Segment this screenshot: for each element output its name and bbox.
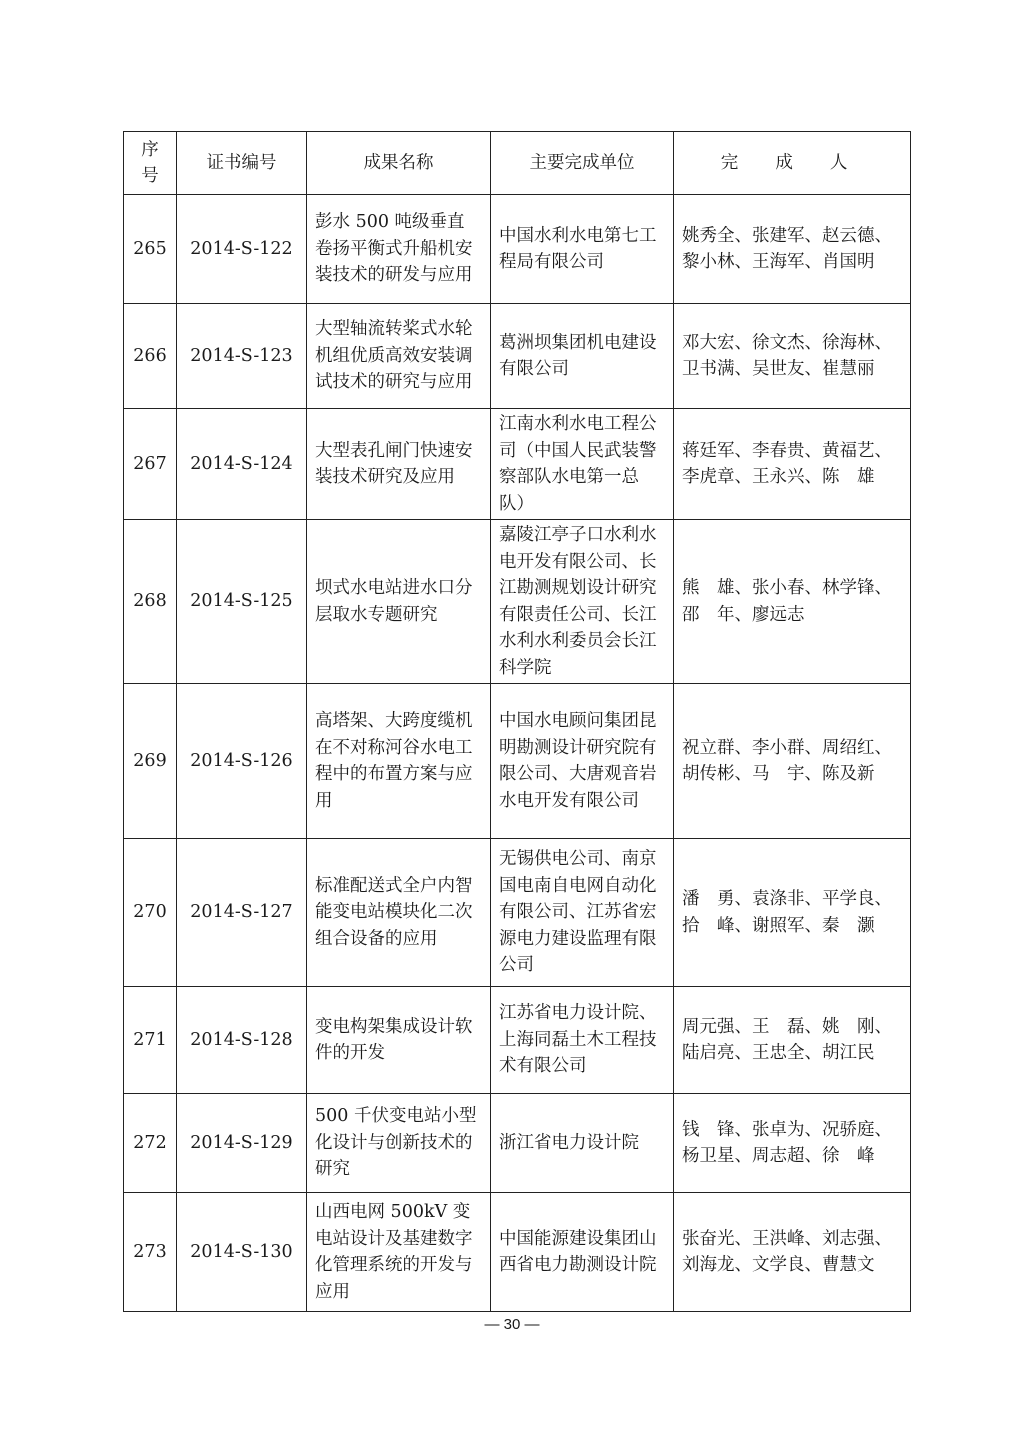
cell-seq: 269 <box>124 684 177 839</box>
cell-people: 邓大宏、徐文杰、徐海林、卫书满、吴世友、崔慧丽 <box>674 304 911 409</box>
cell-seq: 272 <box>124 1094 177 1193</box>
cell-unit: 中国水电顾问集团昆明勘测设计研究院有限公司、大唐观音岩水电开发有限公司 <box>491 684 674 839</box>
cell-seq: 270 <box>124 839 177 987</box>
table-row <box>124 304 911 409</box>
cell-unit: 浙江省电力设计院 <box>491 1094 674 1193</box>
header-row <box>124 132 911 195</box>
table-row <box>124 409 911 520</box>
cell-seq: 268 <box>124 520 177 684</box>
cell-cert: 2014-S-125 <box>177 520 307 684</box>
cell-people: 姚秀全、张建军、赵云德、黎小林、王海军、肖国明 <box>674 195 911 304</box>
cell-unit: 中国水利水电第七工程局有限公司 <box>491 195 674 304</box>
cell-name: 大型表孔闸门快速安装技术研究及应用 <box>307 409 491 520</box>
header-unit: 主要完成单位 <box>491 132 674 195</box>
table-row <box>124 195 911 304</box>
cell-name: 山西电网 500kV 变电站设计及基建数字化管理系统的开发与应用 <box>307 1193 491 1312</box>
header-name: 成果名称 <box>307 132 491 195</box>
cell-people: 熊 雄、张小春、林学锋、邵 年、廖远志 <box>674 520 911 684</box>
cell-seq: 271 <box>124 987 177 1094</box>
awards-table <box>123 131 911 1312</box>
cell-seq: 266 <box>124 304 177 409</box>
table-row <box>124 987 911 1094</box>
header-cert: 证书编号 <box>177 132 307 195</box>
cell-people: 祝立群、李小群、周绍红、胡传彬、马 宇、陈及新 <box>674 684 911 839</box>
cell-unit: 中国能源建设集团山西省电力勘测设计院 <box>491 1193 674 1312</box>
cell-people: 钱 锋、张卓为、况骄庭、杨卫星、周志超、徐 峰 <box>674 1094 911 1193</box>
cell-people: 潘 勇、袁涤非、平学良、拾 峰、谢照军、秦 灏 <box>674 839 911 987</box>
cell-cert: 2014-S-122 <box>177 195 307 304</box>
page-number: — 30 — <box>484 1316 540 1333</box>
table-row <box>124 1094 911 1193</box>
table-row <box>124 1193 911 1312</box>
cell-seq: 265 <box>124 195 177 304</box>
cell-name: 高塔架、大跨度缆机在不对称河谷水电工程中的布置方案与应用 <box>307 684 491 839</box>
cell-name: 变电构架集成设计软件的开发 <box>307 987 491 1094</box>
cell-cert: 2014-S-128 <box>177 987 307 1094</box>
cell-name: 大型轴流转桨式水轮机组优质高效安装调试技术的研究与应用 <box>307 304 491 409</box>
cell-people: 周元强、王 磊、姚 刚、陆启亮、王忠全、胡江民 <box>674 987 911 1094</box>
cell-seq: 273 <box>124 1193 177 1312</box>
cell-name: 标准配送式全户内智能变电站模块化二次组合设备的应用 <box>307 839 491 987</box>
header-people: 完 成 人 <box>674 132 911 195</box>
table-row <box>124 684 911 839</box>
cell-cert: 2014-S-127 <box>177 839 307 987</box>
cell-people: 蒋廷军、李春贵、黄福艺、李虎章、王永兴、陈 雄 <box>674 409 911 520</box>
cell-seq: 267 <box>124 409 177 520</box>
table-row <box>124 839 911 987</box>
cell-cert: 2014-S-126 <box>177 684 307 839</box>
cell-cert: 2014-S-124 <box>177 409 307 520</box>
cell-unit: 江南水利水电工程公司（中国人民武装警察部队水电第一总队） <box>491 409 674 520</box>
table-body <box>124 132 911 1312</box>
cell-people: 张奋光、王洪峰、刘志强、刘海龙、文学良、曹慧文 <box>674 1193 911 1312</box>
cell-cert: 2014-S-123 <box>177 304 307 409</box>
table-row <box>124 520 911 684</box>
cell-name: 500 千伏变电站小型化设计与创新技术的研究 <box>307 1094 491 1193</box>
cell-name: 彭水 500 吨级垂直卷扬平衡式升船机安装技术的研发与应用 <box>307 195 491 304</box>
cell-unit: 嘉陵江亭子口水利水电开发有限公司、长江勘测规划设计研究有限责任公司、长江水利水利委员会长江科学院 <box>491 520 674 684</box>
cell-unit: 无锡供电公司、南京国电南自电网自动化有限公司、江苏省宏源电力建设监理有限公司 <box>491 839 674 987</box>
cell-cert: 2014-S-129 <box>177 1094 307 1193</box>
cell-cert: 2014-S-130 <box>177 1193 307 1312</box>
header-seq: 序号 <box>124 132 177 195</box>
cell-name: 坝式水电站进水口分层取水专题研究 <box>307 520 491 684</box>
cell-unit: 江苏省电力设计院、上海同磊土木工程技术有限公司 <box>491 987 674 1094</box>
cell-unit: 葛洲坝集团机电建设有限公司 <box>491 304 674 409</box>
